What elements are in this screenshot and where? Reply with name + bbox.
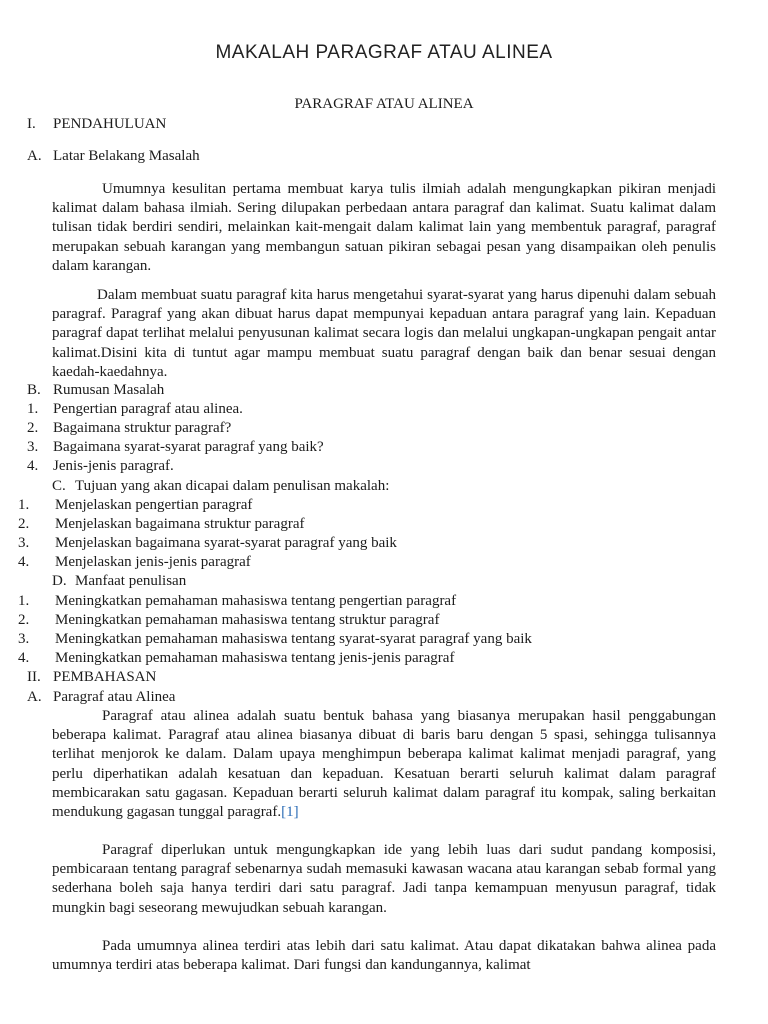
list-item-number: 3. bbox=[18, 535, 30, 551]
list-item: Pengertian paragraf atau alinea. bbox=[53, 401, 243, 417]
list-item-number: 2. bbox=[18, 612, 30, 628]
list-item: Meningkatkan pemahaman mahasiswa tentang pengertian paragraf bbox=[55, 593, 457, 609]
list-item: Meningkatkan pemahaman mahasiswa tentang jenis-jenis paragraf bbox=[55, 650, 455, 666]
subsection-a2-number: A. bbox=[27, 689, 42, 705]
list-item: Bagaimana struktur paragraf? bbox=[53, 420, 232, 436]
list-item-number: 4. bbox=[18, 650, 30, 666]
list-item: Menjelaskan bagaimana struktur paragraf bbox=[55, 516, 305, 532]
list-item-number: 4. bbox=[18, 554, 30, 570]
subsection-d-heading: Manfaat penulisan bbox=[75, 573, 187, 589]
document-title: MAKALAH PARAGRAF ATAU ALINEA bbox=[215, 42, 553, 63]
subsection-a2-heading: Paragraf atau Alinea bbox=[53, 689, 176, 705]
list-item: Menjelaskan jenis-jenis paragraf bbox=[55, 554, 251, 570]
list-item: Menjelaskan bagaimana syarat-syarat paragraf yang baik bbox=[55, 535, 397, 551]
subsection-a-number: A. bbox=[27, 148, 42, 164]
list-item-number: 3. bbox=[27, 439, 39, 455]
section-1-heading: PENDAHULUAN bbox=[53, 116, 167, 132]
list-item: Meningkatkan pemahaman mahasiswa tentang struktur paragraf bbox=[55, 612, 440, 628]
list-item-number: 1. bbox=[27, 401, 39, 417]
paragraph-3 bbox=[52, 707, 716, 822]
list-item-number: 2. bbox=[27, 420, 39, 436]
subsection-b-heading: Rumusan Masalah bbox=[53, 382, 165, 398]
paragraph-1: Umumnya kesulitan pertama membuat karya tulis ilmiah adalah mengungkapkan pikiran menjadi kalimat dalam bahasa ilmiah. Sering dilupakan perbedaan antara paragraf dan kalimat. Suatu kalimat dalam tulisan tidak berdiri sendiri, melainkan kait-mengait dalam kalimat lain yang membentuk paragraf, paragraf merupakan sebuah karangan yang membangun satuan pikiran sebagai pesan yang disampaikan oleh penulis dalam karangan. bbox=[52, 181, 716, 274]
section-2-number: II. bbox=[27, 669, 41, 685]
subsection-c-number: C. bbox=[52, 478, 66, 494]
list-item-number: 3. bbox=[18, 631, 30, 647]
section-2-heading: PEMBAHASAN bbox=[53, 669, 157, 685]
subsection-c-heading: Tujuan yang akan dicapai dalam penulisan makalah: bbox=[75, 478, 390, 494]
paragraph-4: Paragraf diperlukan untuk mengungkapkan ide yang lebih luas dari sudut pandang komposisi, pembicaraan tentang paragraf sebenarnya sudah memasuki kawasan wacana atau karangan sebab formal yang sederhana boleh saja hanya terdiri dari satu paragraf. Jadi tanpa kemampuan menyusun paragraf, tidak mungkin bagi seseorang mewujudkan sebuah karangan. bbox=[52, 842, 716, 916]
list-item: Meningkatkan pemahaman mahasiswa tentang syarat-syarat paragraf yang baik bbox=[55, 631, 532, 647]
paragraph-2: Dalam membuat suatu paragraf kita harus mengetahui syarat-syarat yang harus dipenuhi dalam sebuah paragraf. Paragraf yang akan dibuat harus dapat mempunyai kepaduan antara paragraf yang lain. Kepaduan paragraf dapat terlihat melalui penyusunan kalimat secara logis dan melalui ungkapan-ungkapan pengait antar kalimat.Disini kita di tuntut agar mampu membuat suatu paragraf dengan baik dan benar sesuai dengan kaedah-kaedahnya. bbox=[52, 287, 716, 380]
subsection-b-number: B. bbox=[27, 382, 41, 398]
list-item-number: 4. bbox=[27, 458, 39, 474]
list-item: Jenis-jenis paragraf. bbox=[53, 458, 174, 474]
list-item: Bagaimana syarat-syarat paragraf yang baik? bbox=[53, 439, 324, 455]
section-subtitle: PARAGRAF ATAU ALINEA bbox=[294, 96, 474, 112]
list-item-number: 2. bbox=[18, 516, 30, 532]
paragraph-3-text: Paragraf atau alinea adalah suatu bentuk bahasa yang biasanya merupakan hasil penggabungan beberapa kalimat. Paragraf atau alinea biasanya dibuat di baris baru dengan 5 spasi, sehingga tulisannya terlihat menjorok ke dalam. Dalam upaya menghimpun beberapa kalimat kalimat menjadi paragraf, yang perlu diperhatikan adalah kesatuan dan kepaduan. Kesatuan berarti seluruh kalimat dalam paragraf membicarakan satu gagasan. Kepaduan berarti seluruh kalimat dalam paragraf itu kompak, saling berkaitan mendukung gagasan tunggal paragraf. bbox=[52, 708, 716, 821]
paragraph-5: Pada umumnya alinea terdiri atas lebih dari satu kalimat. Atau dapat dikatakan bahwa alinea pada umumnya terdiri atas beberapa kalimat. Dari fungsi dan kandungannya, kalimat bbox=[52, 938, 716, 974]
subsection-a-heading: Latar Belakang Masalah bbox=[53, 148, 200, 164]
footnote-link[interactable]: [1] bbox=[281, 804, 299, 821]
list-item-number: 1. bbox=[18, 497, 30, 513]
list-item: Menjelaskan pengertian paragraf bbox=[55, 497, 253, 513]
list-item-number: 1. bbox=[18, 593, 30, 609]
section-1-number: I. bbox=[27, 116, 36, 132]
subsection-d-number: D. bbox=[52, 573, 67, 589]
